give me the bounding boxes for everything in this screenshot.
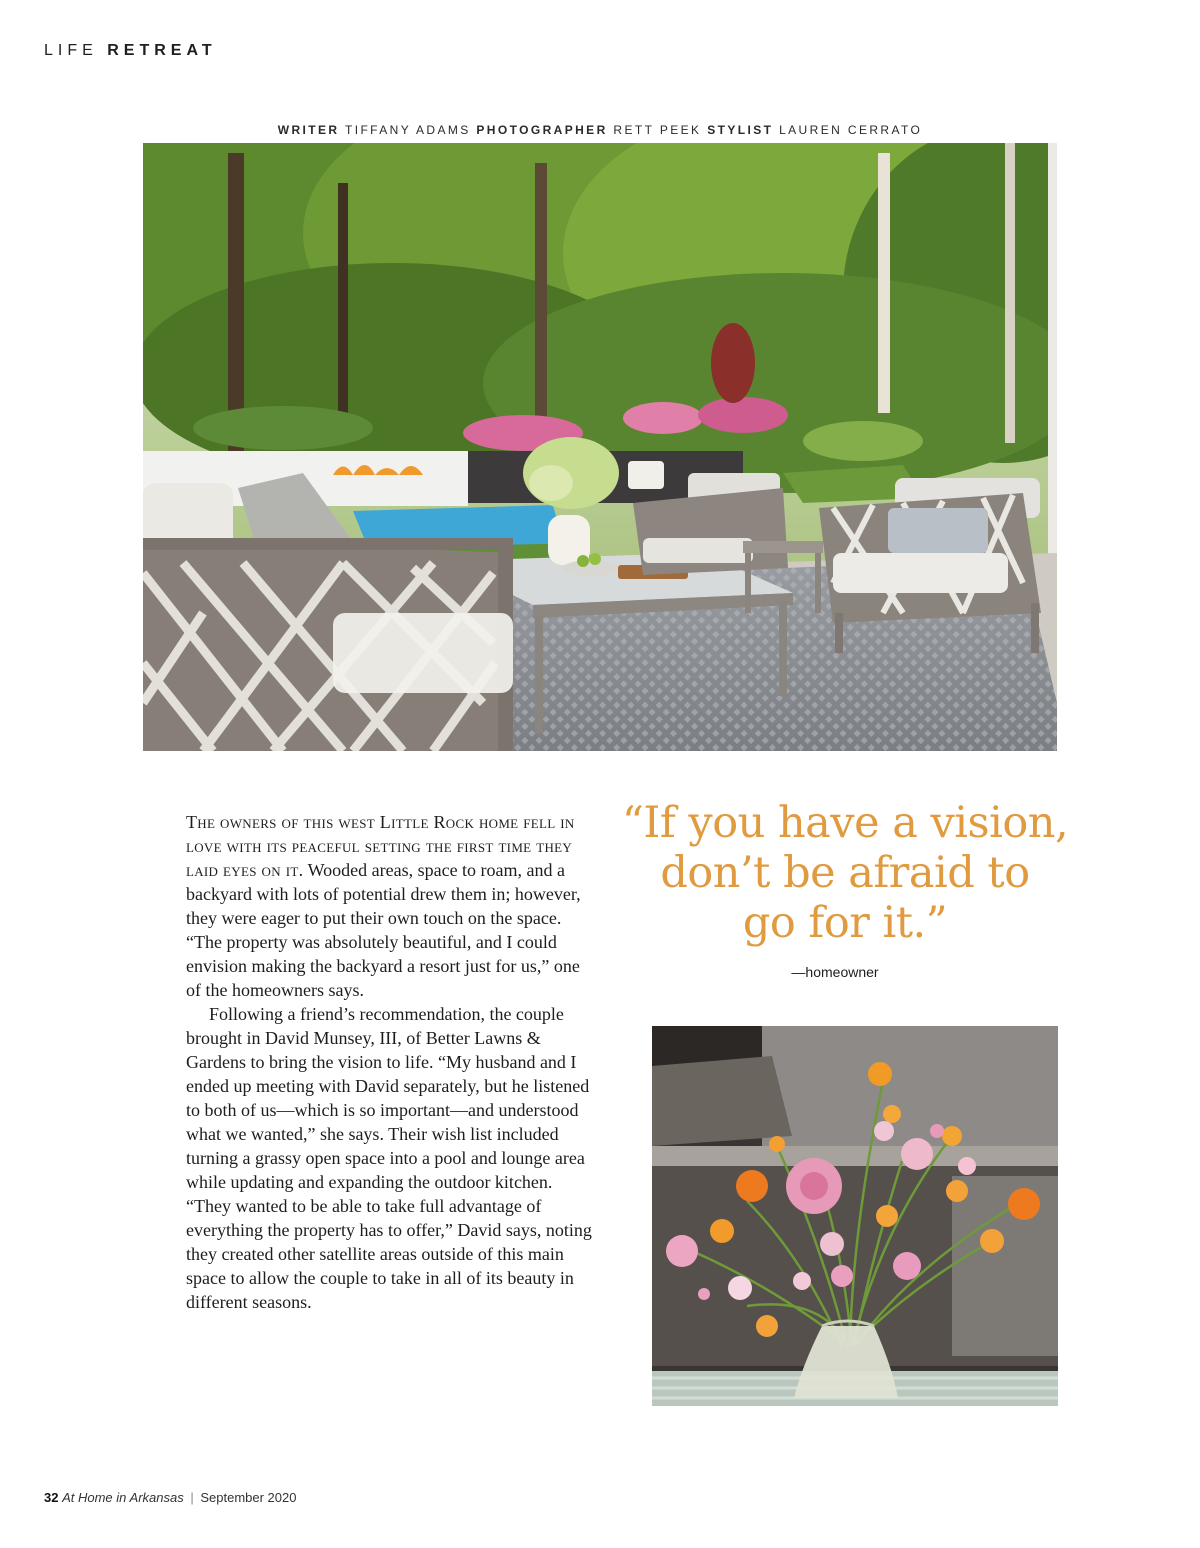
article-paragraph-1: [186, 810, 594, 1002]
footer-separator: |: [190, 1490, 194, 1505]
photographer-role: PHOTOGRAPHER: [476, 123, 608, 137]
article-paragraph-2: Following a friend’s recommendation, the couple brought in David Munsey, III, of Better Lawns & Gardens to bring the vision to life. “My husband and I ended up meeting with David separately, but he listened to both of us—which is so important—and understood what we wanted,” she says. Their wish list included turning a grassy open space into a pool and lounge area while updating and expanding the outdoor kitchen. “They wanted to be able to take full advantage of everything the property has to offer,” David says, noting they created other satellite areas outside of this main space to allow the couple to take in all of its beauty in different seasons.: [186, 1004, 592, 1312]
article-body: [186, 810, 594, 1314]
page-number: 32: [44, 1490, 59, 1505]
writer-name: TIFFANY ADAMS: [344, 123, 471, 137]
page-footer: [44, 1490, 296, 1505]
pull-quote-line-3: go for it.”: [742, 898, 948, 948]
hero-photo-backyard-patio: [143, 143, 1057, 751]
article-paragraph-1-rest: Wooded areas, space to roam, and a backyard with lots of potential drew them in; however, they were eager to put their own touch on the space. “The property was absolutely beautiful, and I could envision making the backyard a resort just for us,” one of the homeowners says.: [186, 860, 581, 1000]
photographer-name: RETT PEEK: [613, 123, 702, 137]
pull-quote-line-1: “If you have a vision,: [621, 798, 1069, 848]
issue-date: September 2020: [200, 1490, 297, 1505]
magazine-name: At Home in Arkansas: [62, 1490, 184, 1505]
pull-quote: [620, 798, 1070, 948]
flowers-vase-photo: [652, 1026, 1058, 1406]
stylist-name: LAUREN CERRATO: [779, 123, 923, 137]
section-header: [44, 42, 217, 60]
stylist-role: STYLIST: [707, 123, 774, 137]
article-lead-in: The owners of this west Little Rock home fell in love with its peaceful setting the first time they laid eyes on it.: [186, 812, 575, 880]
pull-quote-line-2: don’t be afraid to: [660, 848, 1030, 898]
section-label: LIFE: [44, 42, 98, 59]
pull-quote-attribution: —homeowner: [791, 964, 879, 980]
writer-role: WRITER: [277, 123, 340, 137]
section-title: RETREAT: [107, 42, 217, 59]
photo-credits: [0, 123, 1200, 137]
